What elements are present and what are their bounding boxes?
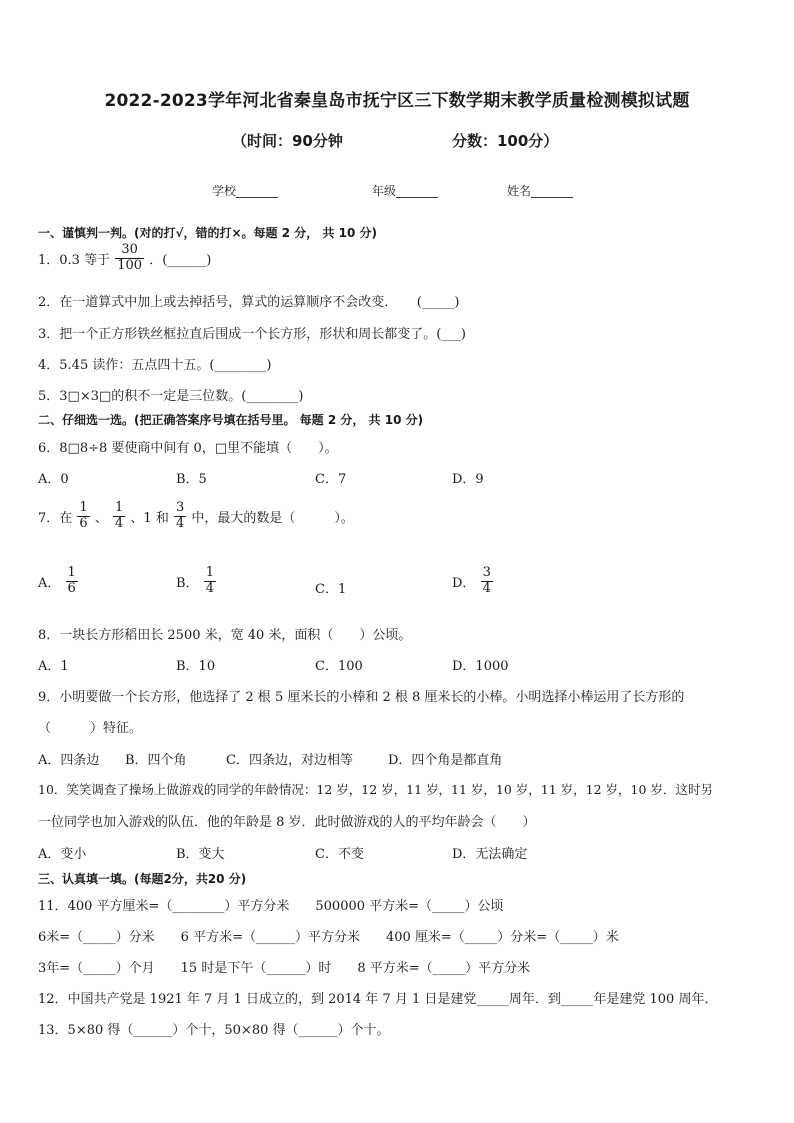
q7-option-d-denominator: 4 [482,580,491,596]
question-4: 4．5.45 读作：五点四十五。(________) [38,358,272,373]
name-field[interactable]: 姓名_______ [507,184,574,198]
q7-option-b-label: B． [176,575,199,591]
q7-f1-numerator: 1 [79,500,88,515]
question-12: 12．中国共产党是 1921 年 7 月 1 日成立的，到 2014 年 7 月 1 日是建党_____周年．到_____年是建党 100 周年． [38,992,718,1007]
q7-option-b [176,566,217,597]
school-field[interactable]: 学校_______ [212,184,279,198]
q9-option-c: C．四条边，对边相等 [226,753,353,768]
q10-option-c: C．不变 [315,847,364,862]
q8-option-d: D．1000 [452,659,509,674]
q7-post: 中，最大的数是（ ）。 [191,510,354,526]
q7-fraction-1 [77,501,89,532]
q1-numerator: 30 [115,243,144,259]
exam-time: （时间：90分钟 [232,132,343,150]
q9-option-b: B．四个角 [125,753,187,768]
q7-fraction-3 [174,501,186,532]
q1-pre: 1．0.3 等于 [38,252,111,268]
exam-title: 2022-2023学年河北省秦皇岛市抚宁区三下数学期末教学质量检测模拟试题 [104,91,690,111]
q1-denominator: 100 [117,257,143,273]
q7-f2-numerator: 1 [115,500,124,515]
question-10-line-1: 10．笑笑调查了操场上做游戏的同学的年龄情况：12 岁，12 岁，11 岁，11 岁，10 岁，11 岁，12 岁，10 岁．这时另 [38,782,713,797]
q9-option-d: D．四个角是都直角 [388,753,503,768]
q6-option-c: C．7 [315,472,347,487]
q7-option-b-denominator: 4 [205,580,214,596]
question-2: 2．在一道算式中加上或去掉括号，算式的运算顺序不会改变． (_____) [38,295,460,310]
q6-option-b: B．5 [176,472,207,487]
q9-option-a: A．四条边 [38,753,100,768]
q7-fraction-2 [113,501,125,532]
q1-post: ．(______) [149,252,212,268]
q7-f3-numerator: 3 [175,500,185,515]
q1-fraction [115,243,144,274]
q10-option-b: B．变大 [176,847,225,862]
q7-option-d [452,566,494,597]
question-1 [38,243,211,274]
q7-mid: 、1 和 [130,510,169,526]
question-8: 8．一块长方形稻田长 2500 米，宽 40 米，面积（ ）公顷。 [38,628,412,643]
question-10-line-2: 一位同学也加入游戏的队伍．他的年龄是 8 岁．此时做游戏的人的平均年龄会（ ） [38,815,536,830]
question-5: 5．3□×3□的积不一定是三位数。(________) [38,389,304,404]
q8-option-a: A．1 [38,659,69,674]
q8-option-b: B．10 [176,659,216,674]
q7-option-a-denominator: 6 [67,580,76,596]
question-9-line-1: 9．小明要做一个长方形，他选择了 2 根 5 厘米长的小棒和 2 根 8 厘米长的小棒。小明选择小棒运用了长方形的 [38,690,685,705]
q7-option-d-numerator: 3 [482,565,491,580]
q7-option-c: C．1 [315,582,347,597]
exam-score: 分数：100分） [452,132,559,150]
question-3: 3．把一个正方形铁丝框拉直后围成一个长方形，形状和周长都变了。(___) [38,327,466,342]
q7-f2-denominator: 4 [115,515,124,531]
question-13: 13．5×80 得（______）个十，50×80 得（______）个十。 [38,1023,390,1038]
q10-option-d: D．无法确定 [452,847,528,862]
q7-option-a-label: A． [38,575,61,591]
q10-option-a: A．变小 [38,847,87,862]
section-1-heading: 一、谨慎判一判。(对的打√，错的打×。每题 2 分， 共 10 分) [38,226,377,240]
grade-field[interactable]: 年级_______ [372,184,439,198]
q7-option-d-label: D． [452,575,476,591]
q7-f1-denominator: 6 [79,515,88,531]
question-11-line-3: 3年=（_____）个月 15 时是下午（______）时 8 平方米=（_____）平方分米 [38,961,531,976]
section-3-heading: 三、认真填一填。(每题2分，共20 分) [38,872,247,886]
question-11-line-1: 11．400 平方厘米=（________）平方分米 500000 平方米=（_____）公顷 [38,899,504,914]
q7-f3-denominator: 4 [175,515,185,531]
q7-option-a-numerator: 1 [67,565,76,580]
q7-option-a-fraction [66,566,78,597]
q6-option-a: A．0 [38,472,69,487]
section-2-heading: 二、仔细选一选。(把正确答案序号填在括号里。 每题 2 分， 共 10 分) [38,413,424,427]
q7-option-a [38,566,79,597]
question-7 [38,501,354,532]
q7-sep: 、 [94,510,108,526]
q7-option-b-fraction [204,566,216,597]
question-11-line-2: 6米=（_____）分米 6 平方米=（______）平方分米 400 厘米=（_____）分米=（_____）米 [38,930,619,945]
q7-option-d-fraction [481,566,493,597]
question-6: 6．8□8÷8 要使商中间有 0，□里不能填（ ）。 [38,441,338,456]
q7-option-b-numerator: 1 [205,565,214,580]
q8-option-c: C．100 [315,659,363,674]
q6-option-d: D．9 [452,472,484,487]
q7-pre: 7．在 [38,510,73,526]
question-9-line-2: （ ）特征。 [38,721,143,736]
